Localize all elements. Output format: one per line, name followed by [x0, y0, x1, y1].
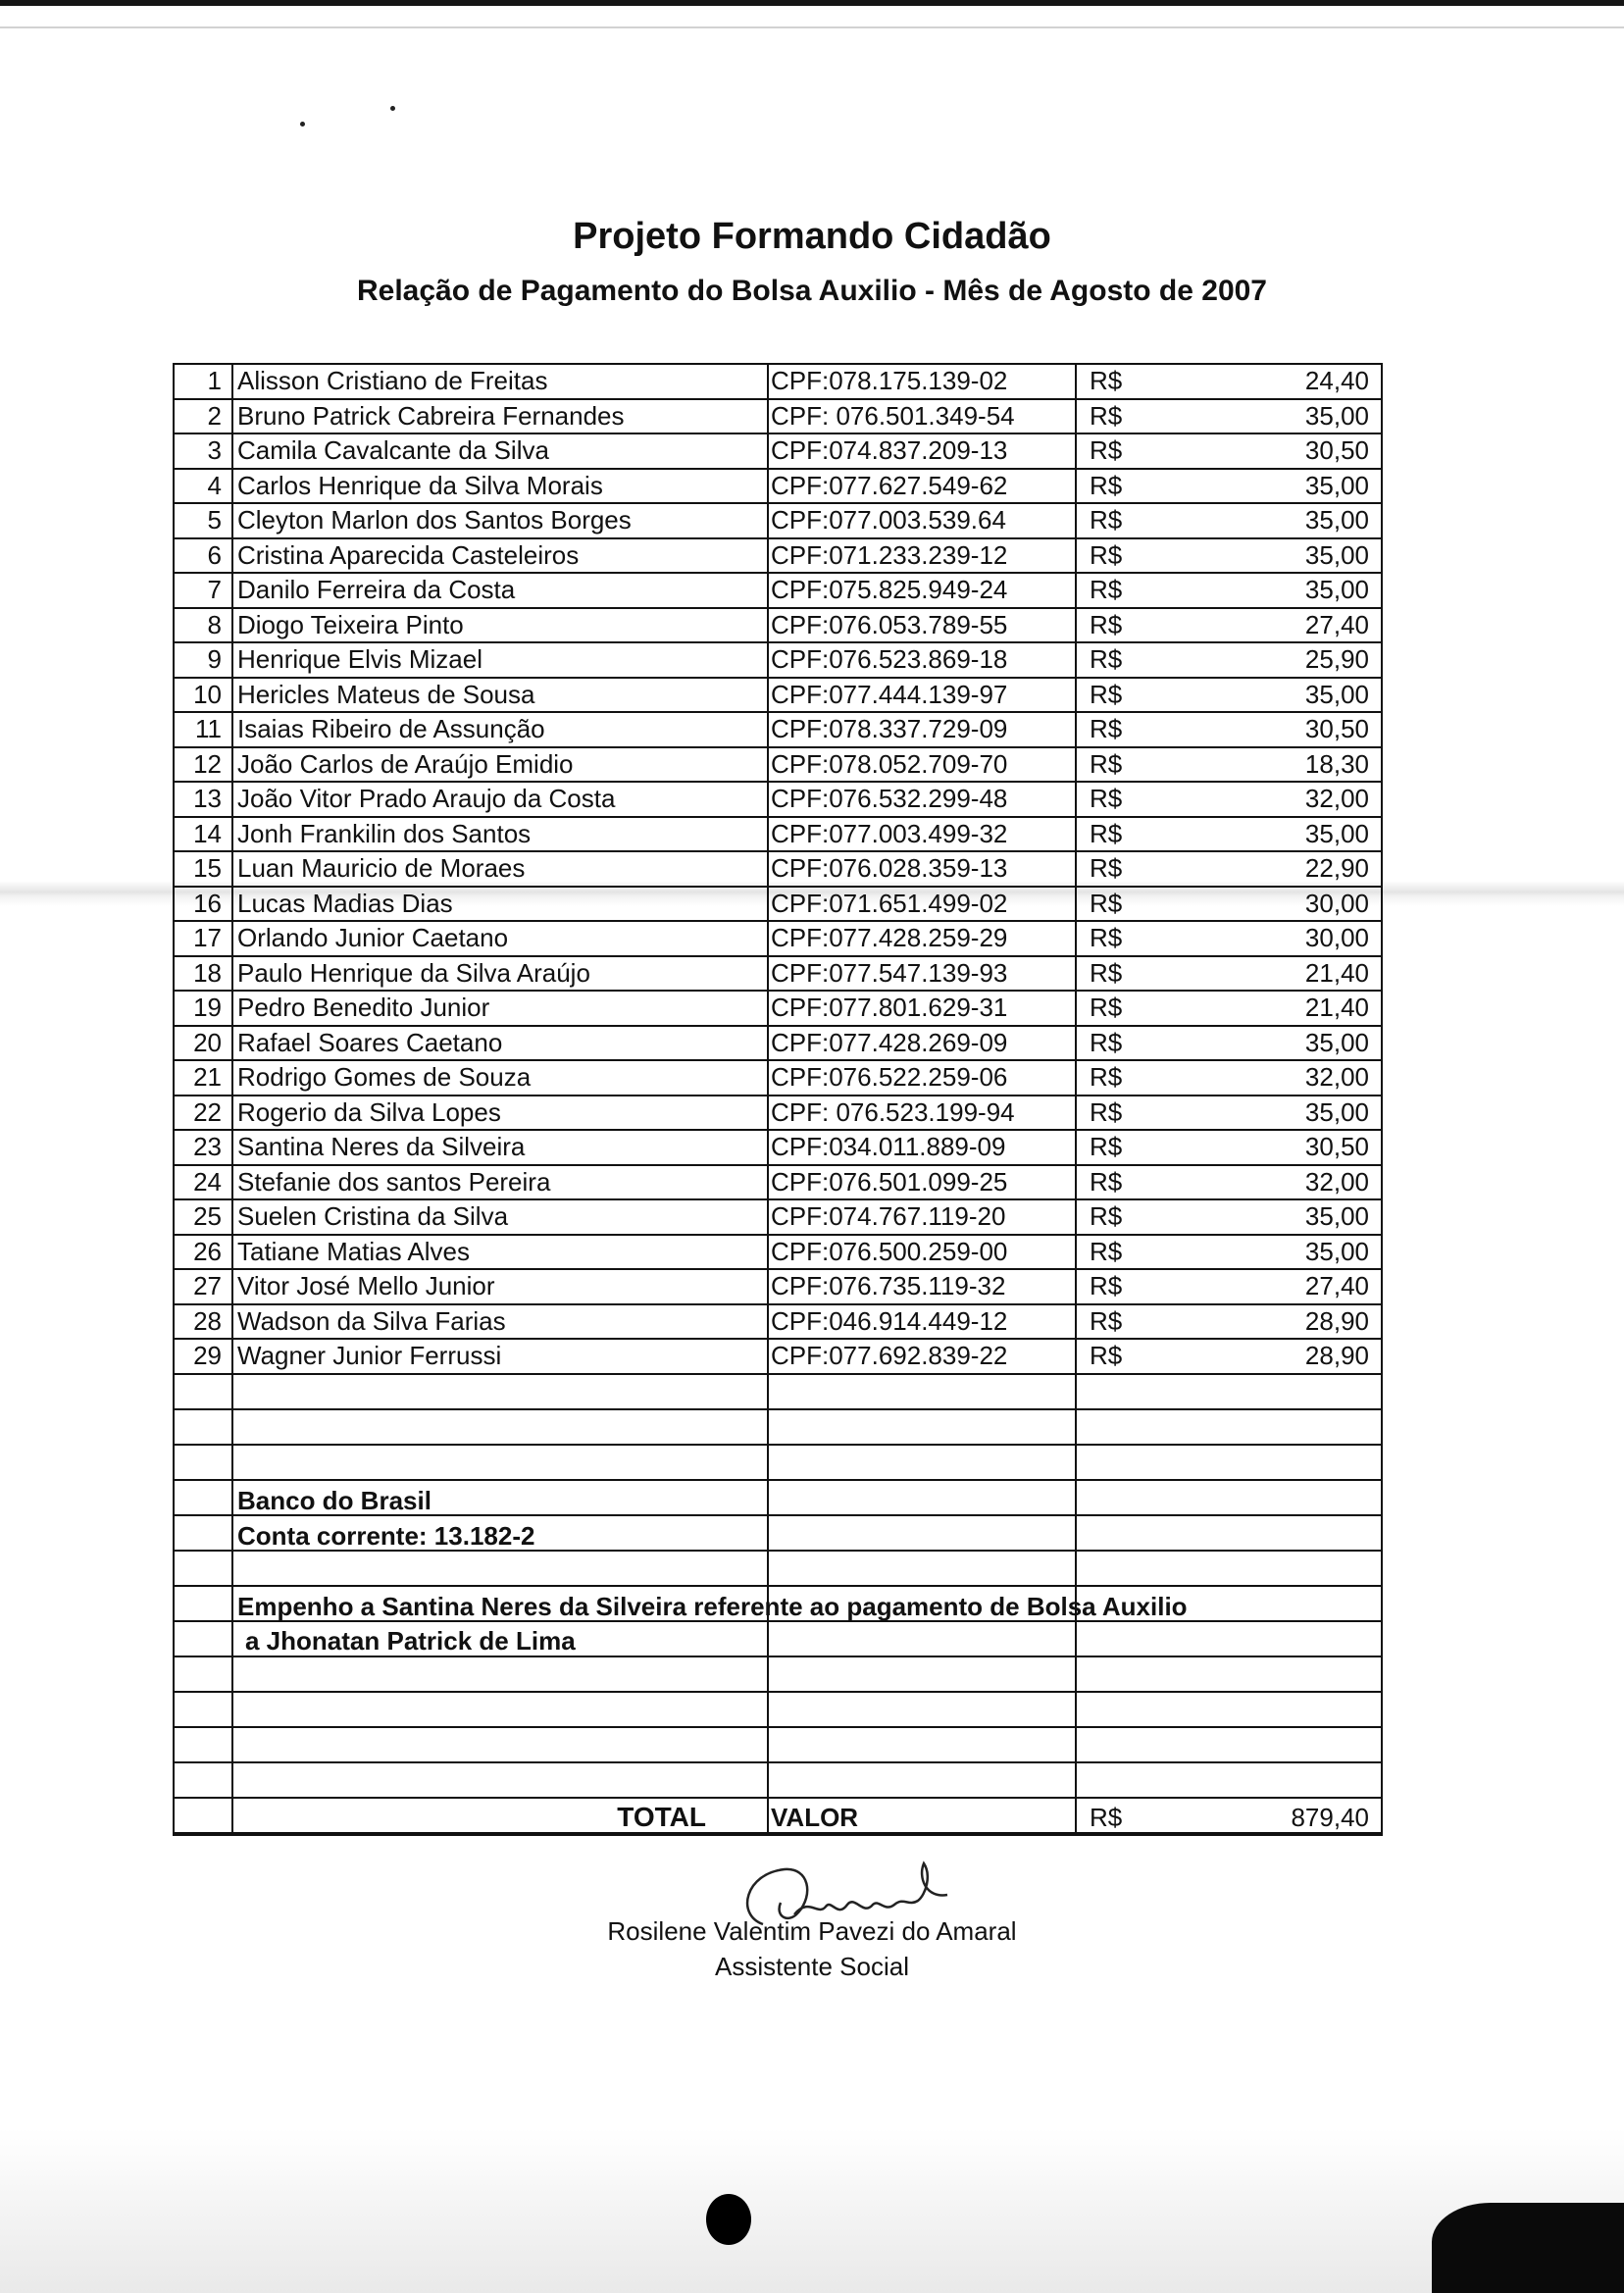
row-number: 27 — [193, 1271, 222, 1300]
currency-symbol: R$ — [1090, 819, 1123, 848]
beneficiary-name: Isaias Ribeiro de Assunção — [237, 714, 545, 743]
payment-amount: 30,50 — [1304, 1132, 1369, 1161]
beneficiary-name: Luan Mauricio de Moraes — [237, 853, 526, 883]
payment-amount: 18,30 — [1304, 749, 1369, 779]
payment-amount: 35,00 — [1304, 1028, 1369, 1057]
punch-hole-mark — [706, 2194, 751, 2245]
cpf-number: CPF:076.522.259-06 — [771, 1062, 1008, 1092]
row-number: 11 — [195, 714, 222, 743]
currency-symbol: R$ — [1090, 749, 1123, 779]
payment-amount: 30,50 — [1304, 435, 1369, 465]
row-number: 14 — [193, 819, 222, 848]
row-number: 15 — [193, 853, 222, 883]
payment-amount: 35,00 — [1304, 505, 1369, 535]
currency-symbol: R$ — [1090, 1062, 1123, 1092]
payment-amount: 35,00 — [1304, 401, 1369, 431]
table-row-line — [173, 1797, 1383, 1799]
cpf-number: CPF:077.003.499-32 — [771, 819, 1008, 848]
cpf-number: CPF:077.692.839-22 — [771, 1341, 1008, 1370]
payment-amount: 22,90 — [1304, 853, 1369, 883]
currency-symbol: R$ — [1090, 1201, 1123, 1231]
cpf-number: CPF: 076.523.199-94 — [771, 1097, 1015, 1127]
beneficiary-name: Carlos Henrique da Silva Morais — [237, 471, 603, 500]
cpf-number: CPF:077.627.549-62 — [771, 471, 1008, 500]
cpf-number: CPF:077.428.259-29 — [771, 923, 1008, 952]
payment-amount: 32,00 — [1304, 1062, 1369, 1092]
table-column-line — [1381, 363, 1383, 1836]
currency-symbol: R$ — [1090, 366, 1123, 395]
beneficiary-name: Rodrigo Gomes de Souza — [237, 1062, 532, 1092]
payment-amount: 21,40 — [1304, 993, 1369, 1022]
total-valor-label: VALOR — [771, 1803, 859, 1832]
payment-amount: 35,00 — [1304, 575, 1369, 604]
cpf-number: CPF:074.767.119-20 — [771, 1201, 1006, 1231]
cpf-number: CPF:077.444.139-97 — [771, 680, 1008, 709]
beneficiary-name: Rogerio da Silva Lopes — [237, 1097, 501, 1127]
scan-line — [0, 26, 1624, 28]
cpf-number: CPF:076.500.259-00 — [771, 1237, 1008, 1266]
currency-symbol: R$ — [1090, 680, 1123, 709]
bank-account: Conta corrente: 13.182-2 — [237, 1521, 535, 1551]
payment-amount: 35,00 — [1304, 1097, 1369, 1127]
row-number: 17 — [193, 923, 222, 952]
row-number: 12 — [193, 749, 222, 779]
beneficiary-name: Suelen Cristina da Silva — [237, 1201, 509, 1231]
cpf-number: CPF:075.825.949-24 — [771, 575, 1008, 604]
beneficiary-name: Rafael Soares Caetano — [237, 1028, 503, 1057]
currency-symbol: R$ — [1090, 1341, 1123, 1370]
row-number: 20 — [193, 1028, 222, 1057]
table-column-line — [231, 363, 233, 1836]
beneficiary-name: Pedro Benedito Junior — [237, 993, 490, 1022]
signatory-role: Assistente Social — [715, 1952, 909, 1981]
speck — [390, 106, 395, 111]
currency-symbol: R$ — [1090, 505, 1123, 535]
cpf-number: CPF:077.801.629-31 — [771, 993, 1008, 1022]
table-row-line — [173, 1726, 1383, 1728]
beneficiary-name: Stefanie dos santos Pereira — [237, 1167, 551, 1197]
cpf-number: CPF:078.175.139-02 — [771, 366, 1008, 395]
beneficiary-name: Alisson Cristiano de Freitas — [237, 366, 548, 395]
beneficiary-name: João Carlos de Araújo Emidio — [237, 749, 574, 779]
currency-symbol: R$ — [1090, 471, 1123, 500]
currency-symbol: R$ — [1090, 1028, 1123, 1057]
cpf-number: CPF:077.428.269-09 — [771, 1028, 1008, 1057]
payment-amount: 30,00 — [1304, 923, 1369, 952]
beneficiary-name: Bruno Patrick Cabreira Fernandes — [237, 401, 625, 431]
currency-symbol: R$ — [1090, 714, 1123, 743]
currency-symbol: R$ — [1090, 889, 1123, 918]
cpf-number: CPF:076.053.789-55 — [771, 610, 1008, 639]
document-subtitle: Relação de Pagamento do Bolsa Auxilio - Mês de Agosto de 2007 — [356, 275, 1267, 307]
payment-amount: 24,40 — [1304, 366, 1369, 395]
row-number: 26 — [193, 1237, 222, 1266]
payment-amount: 35,00 — [1304, 1237, 1369, 1266]
payment-amount: 35,00 — [1304, 1201, 1369, 1231]
row-number: 25 — [193, 1201, 222, 1231]
row-number: 6 — [207, 540, 222, 570]
note-line-2: a Jhonatan Patrick de Lima — [245, 1626, 576, 1656]
payment-amount: 35,00 — [1304, 819, 1369, 848]
cpf-number: CPF:076.523.869-18 — [771, 644, 1008, 674]
row-number: 2 — [207, 401, 222, 431]
table-row-line — [173, 1585, 1383, 1587]
row-number: 21 — [193, 1062, 222, 1092]
table-row-line — [173, 1479, 1383, 1481]
total-label: TOTAL — [617, 1802, 706, 1832]
beneficiary-name: Diogo Teixeira Pinto — [237, 610, 464, 639]
row-number: 29 — [193, 1341, 222, 1370]
cpf-number: CPF: 076.501.349-54 — [771, 401, 1015, 431]
payment-amount: 28,90 — [1304, 1306, 1369, 1336]
cpf-number: CPF:077.003.539.64 — [771, 505, 1006, 535]
payment-amount: 32,00 — [1304, 784, 1369, 813]
row-number: 1 — [207, 366, 222, 395]
row-number: 18 — [193, 958, 222, 988]
currency-symbol: R$ — [1090, 644, 1123, 674]
row-number: 22 — [193, 1097, 222, 1127]
row-number: 13 — [193, 784, 222, 813]
row-number: 10 — [193, 680, 222, 709]
payment-amount: 30,50 — [1304, 714, 1369, 743]
signatory-name: Rosilene Valentim Pavezi do Amaral — [607, 1916, 1017, 1946]
beneficiary-name: Wadson da Silva Farias — [237, 1306, 506, 1336]
row-number: 28 — [193, 1306, 222, 1336]
document-title: Projeto Formando Cidadão — [573, 216, 1051, 257]
beneficiary-name: Santina Neres da Silveira — [237, 1132, 526, 1161]
total-amount: 879,40 — [1291, 1803, 1369, 1832]
beneficiary-name: Jonh Frankilin dos Santos — [237, 819, 532, 848]
table-row-line — [173, 1691, 1383, 1693]
currency-symbol: R$ — [1090, 784, 1123, 813]
currency-symbol: R$ — [1090, 435, 1123, 465]
row-number: 8 — [207, 610, 222, 639]
row-number: 9 — [207, 644, 222, 674]
currency-symbol: R$ — [1090, 993, 1123, 1022]
row-number: 4 — [207, 471, 222, 500]
cpf-number: CPF:078.052.709-70 — [771, 749, 1008, 779]
note-line-1: Empenho a Santina Neres da Silveira referente ao pagamento de Bolsa Auxilio — [237, 1592, 1188, 1621]
beneficiary-name: João Vitor Prado Araujo da Costa — [237, 784, 616, 813]
payment-amount: 35,00 — [1304, 471, 1369, 500]
payment-amount: 21,40 — [1304, 958, 1369, 988]
payment-amount: 35,00 — [1304, 540, 1369, 570]
speck — [300, 122, 305, 127]
row-number: 3 — [207, 435, 222, 465]
row-number: 24 — [193, 1167, 222, 1197]
currency-symbol: R$ — [1090, 1271, 1123, 1300]
scan-smudge — [0, 2128, 1624, 2293]
corner-scan-mark — [1432, 2203, 1624, 2293]
currency-symbol: R$ — [1090, 1167, 1123, 1197]
beneficiary-name: Henrique Elvis Mizael — [237, 644, 482, 674]
table-row-line — [173, 1834, 1383, 1836]
table-row-line — [173, 1761, 1383, 1763]
cpf-number: CPF:076.735.119-32 — [771, 1271, 1006, 1300]
currency-symbol: R$ — [1090, 610, 1123, 639]
beneficiary-name: Hericles Mateus de Sousa — [237, 680, 535, 709]
row-number: 16 — [193, 889, 222, 918]
currency-symbol: R$ — [1090, 853, 1123, 883]
beneficiary-name: Paulo Henrique da Silva Araújo — [237, 958, 590, 988]
currency-symbol: R$ — [1090, 401, 1123, 431]
currency-symbol: R$ — [1090, 575, 1123, 604]
beneficiary-name: Vitor José Mello Junior — [237, 1271, 495, 1300]
beneficiary-name: Cleyton Marlon dos Santos Borges — [237, 505, 632, 535]
cpf-number: CPF:076.501.099-25 — [771, 1167, 1008, 1197]
cpf-number: CPF:074.837.209-13 — [771, 435, 1008, 465]
beneficiary-name: Lucas Madias Dias — [237, 889, 453, 918]
currency-symbol: R$ — [1090, 1306, 1123, 1336]
currency-symbol: R$ — [1090, 923, 1123, 952]
currency-symbol: R$ — [1090, 540, 1123, 570]
cpf-number: CPF:071.233.239-12 — [771, 540, 1008, 570]
payment-amount: 27,40 — [1304, 610, 1369, 639]
row-number: 5 — [207, 505, 222, 535]
cpf-number: CPF:071.651.499-02 — [771, 889, 1008, 918]
currency-symbol: R$ — [1090, 1097, 1123, 1127]
cpf-number: CPF:077.547.139-93 — [771, 958, 1008, 988]
cpf-number: CPF:034.011.889-09 — [771, 1132, 1006, 1161]
currency-symbol: R$ — [1090, 1132, 1123, 1161]
payment-amount: 35,00 — [1304, 680, 1369, 709]
table-row-line — [173, 1373, 1383, 1375]
table-row-line — [173, 1408, 1383, 1410]
cpf-number: CPF:076.532.299-48 — [771, 784, 1008, 813]
cpf-number: CPF:078.337.729-09 — [771, 714, 1008, 743]
payment-amount: 28,90 — [1304, 1341, 1369, 1370]
beneficiary-name: Tatiane Matias Alves — [237, 1237, 471, 1266]
total-currency: R$ — [1090, 1803, 1123, 1832]
beneficiary-name: Cristina Aparecida Casteleiros — [237, 540, 580, 570]
payment-amount: 32,00 — [1304, 1167, 1369, 1197]
table-row-line — [173, 1444, 1383, 1446]
payment-amount: 27,40 — [1304, 1271, 1369, 1300]
cpf-number: CPF:046.914.449-12 — [771, 1306, 1008, 1336]
beneficiary-name: Camila Cavalcante da Silva — [237, 435, 549, 465]
currency-symbol: R$ — [1090, 1237, 1123, 1266]
row-number: 7 — [207, 575, 222, 604]
cpf-number: CPF:076.028.359-13 — [771, 853, 1008, 883]
bank-name: Banco do Brasil — [237, 1486, 431, 1515]
row-number: 23 — [193, 1132, 222, 1161]
beneficiary-name: Wagner Junior Ferrussi — [237, 1341, 502, 1370]
beneficiary-name: Orlando Junior Caetano — [237, 923, 509, 952]
payment-amount: 30,00 — [1304, 889, 1369, 918]
scan-top-edge — [0, 0, 1624, 6]
currency-symbol: R$ — [1090, 958, 1123, 988]
beneficiary-name: Danilo Ferreira da Costa — [237, 575, 516, 604]
row-number: 19 — [193, 993, 222, 1022]
payment-amount: 25,90 — [1304, 644, 1369, 674]
